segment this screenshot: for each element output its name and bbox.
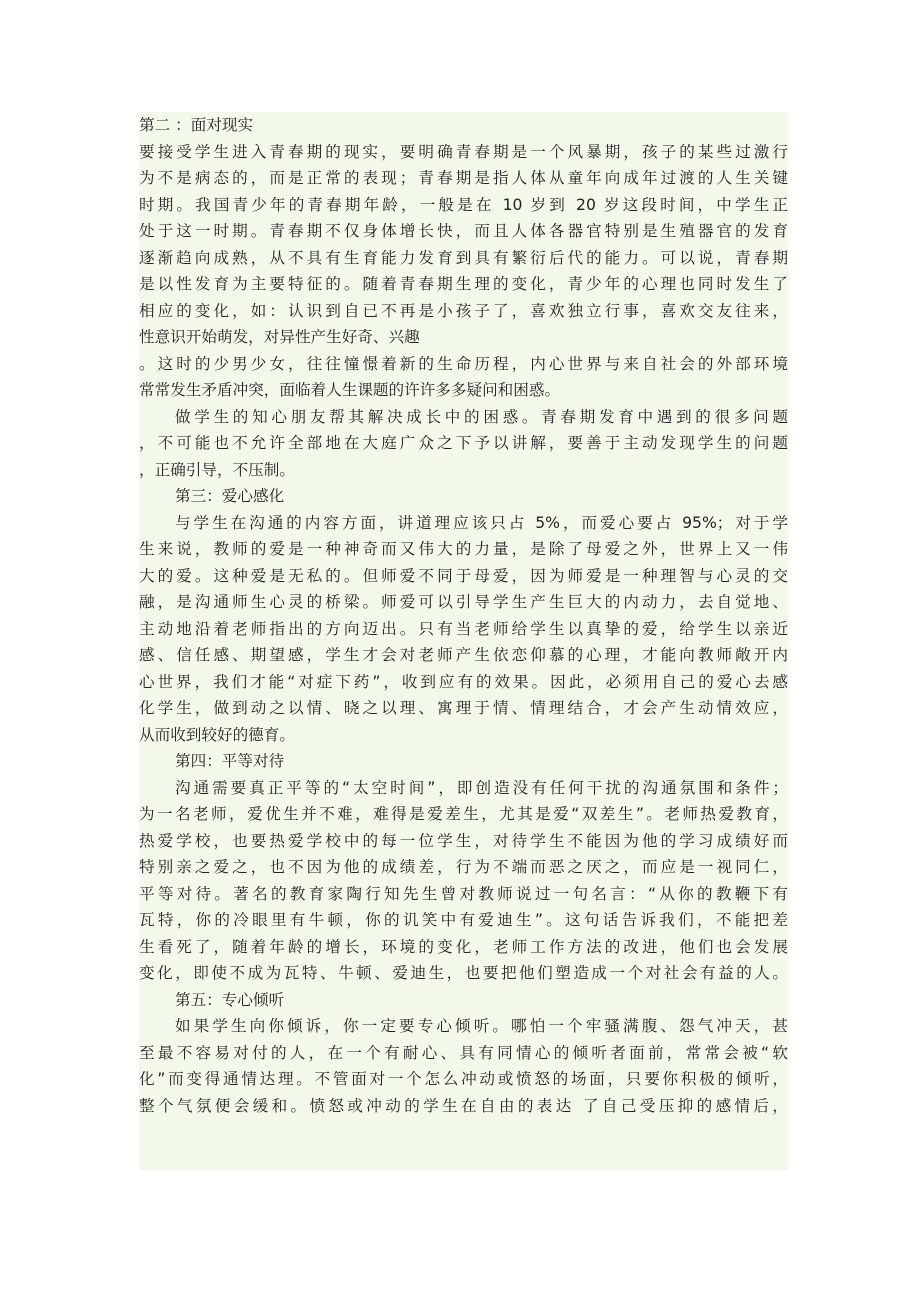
text-line: 与学生在沟通的内容方面，讲道理应该只占 5%，而爱心要占 95%；对于学 — [175, 513, 788, 532]
text-line: 化学生，做到动之以情、晓之以理、寓理于情、情理结合，才会产生动情效应， — [139, 699, 788, 717]
text-line: 做学生的知心朋友帮其解决成长中的困惑。青春期发育中遇到的很多问题 — [175, 407, 788, 426]
text-line: 是以性发育为主要特征的。随着青春期生理的变化，青少年的心理也同时发生了 — [139, 275, 788, 293]
text-line: 沟通需要真正平等的“太空时间”，即创造没有任何干扰的沟通氛围和条件； — [175, 778, 788, 797]
text-line: 特别亲之爱之，也不因为他的成绩差，行为不端而恶之厌之，而应是一视同仁， — [139, 858, 788, 876]
text-line: 融，是沟通师生心灵的桥梁。师爱可以引导学生产生巨大的内动力，去自觉地、 — [139, 593, 788, 611]
text-line: 要接受学生进入青春期的现实，要明确青春期是一个风暴期，孩子的某些过激行 — [139, 142, 788, 161]
text-line: ，不可能也不允许全部地在大庭广众之下予以讲解，要善于主动发现学生的问题 — [139, 434, 788, 452]
text-line: 逐渐趋向成熟，从不具有生育能力发育到具有繁衍后代的能力。可以说，青春期 — [139, 248, 788, 267]
text-line: 大的爱。这种爱是无私的。但师爱不同于母爱，因为师爱是一种理智与心灵的交 — [139, 566, 788, 585]
text-line: 主动地沿着老师指出的方向迈出。只有当老师给学生以真挚的爱，给学生以亲近 — [139, 619, 788, 638]
text-line: 。这时的少男少女，往往憧憬着新的生命历程，内心世界与来自社会的外部环境 — [139, 354, 788, 373]
text-line: 第三：爱心感化 — [175, 487, 285, 505]
text-line: 第五：专心倾听 — [175, 990, 285, 1009]
text-line: 平等对待。著名的教育家陶行知先生曾对教师说过一句名言：“从你的教鞭下有 — [139, 884, 788, 903]
document-body — [139, 112, 788, 1170]
text-line: 整个气氛便会缓和。愤怒或冲动的学生在自由的表达 了自己受压抑的感情后， — [139, 1096, 788, 1115]
text-line: 时期。我国青少年的青春期年龄，一般是在 10 岁到 20 岁这段时间，中学生正 — [139, 195, 788, 214]
text-line: 心世界，我们才能“对症下药”，收到应有的效果。因此，必须用自己的爱心去感 — [139, 672, 788, 691]
text-line: 第四：平等对待 — [175, 752, 285, 770]
text-line: 相应的变化，如：认识到自已不再是小孩子了，喜欢独立行事，喜欢交友往来， — [139, 301, 788, 320]
text-line: 生看死了，随着年龄的增长，环境的变化，老师工作方法的改进，他们也会发展 — [139, 937, 788, 956]
text-line: 为一名老师，爱优生并不难，难得是爱差生，尤其是爱“双差生”。老师热爱教育， — [139, 805, 788, 823]
text-line: 生来说，教师的爱是一种神奇而又伟大的力量，是除了母爱之外，世界上又一伟 — [139, 540, 788, 558]
text-line: 至最不容易对付的人，在一个有耐心、具有同情心的倾听者面前，常常会被“软 — [139, 1043, 788, 1062]
text-line: 为不是病态的，而是正常的表现；青春期是指人体从童年向成年过渡的人生关键 — [139, 169, 788, 187]
text-line: 感、信任感、期望感，学生才会对老师产生依恋仰慕的心理，才能向教师敞开内 — [139, 646, 788, 664]
text-line: 化”而变得通情达理。不管面对一个怎么冲动或愤怒的场面，只要你积极的倾听， — [139, 1070, 788, 1088]
text-line: 从而收到较好的德育。 — [139, 725, 295, 744]
text-line: 常常发生矛盾冲突，面临着人生课题的许许多多疑问和困惑。 — [139, 381, 561, 399]
text-line: 如果学生向你倾诉，你一定要专心倾听。哪怕一个牢骚满腹、怨气冲天，甚 — [175, 1017, 788, 1035]
text-line: 性意识开始萌发，对异性产生好奇、兴趣 — [139, 328, 420, 346]
text-line: 瓦特，你的冷眼里有牛顿，你的讥笑中有爱迪生”。这句话告诉我们，不能把差 — [139, 911, 788, 929]
text-line: 处于这一时期。青春期不仅身体增长快，而且人体各器官特别是生殖器官的发育 — [139, 222, 788, 240]
text-line: 第二 ：面对现实 — [139, 116, 254, 134]
text-line: 变化，即使不成为瓦特、牛顿、爱迪生，也要把他们塑造成一个对社会有益的人。 — [139, 964, 788, 982]
text-line: ，正确引导，不压制。 — [139, 460, 295, 479]
text-line: 热爱学校，也要热爱学校中的每一位学生，对待学生不能因为他的学习成绩好而 — [139, 831, 788, 850]
